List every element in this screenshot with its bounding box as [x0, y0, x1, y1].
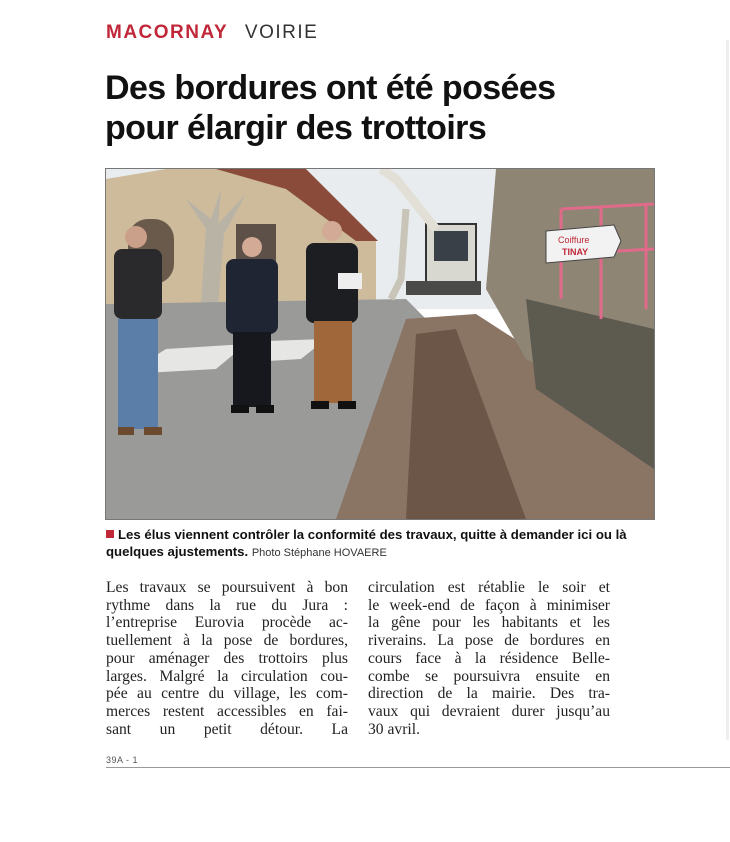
text-line: rythme dans la rue du Jura : [106, 596, 348, 614]
kicker-place: MACORNAY [106, 22, 229, 43]
photo-illustration [106, 169, 654, 519]
article-column-2 [368, 579, 610, 738]
text-line: pée au centre du village, les com- [106, 685, 348, 703]
text-line: tuellement à la pose de bordures, [106, 632, 348, 650]
caption-text: Les élus viennent contrôler la conformité des travaux, quitte à demander ici ou là quelques ajustements. [106, 527, 627, 559]
article-column-1 [106, 579, 348, 738]
sign-text-line: TINAY [562, 247, 589, 257]
text-line: circulation est rétablie le soir et [368, 579, 610, 596]
text-line: cours face à la résidence Belle- [368, 649, 610, 667]
text-line: larges. Malgré la circulation cou- [106, 667, 348, 685]
headline-line: Des bordures ont été posées [105, 69, 556, 107]
headline-line: pour élargir des trottoirs [105, 109, 487, 147]
text-line: pour aménager des trottoirs plus [106, 649, 348, 667]
headline [105, 68, 705, 148]
text-line: la gêne pour les habitants et les [368, 614, 610, 632]
text-line: riverains. La pose de bordures en [368, 632, 610, 650]
text-line: 30 avril. [368, 720, 420, 738]
text-line: vaux qui devraient durer jusqu’au [368, 702, 610, 720]
text-line: merces restent accessibles en fai- [106, 702, 348, 720]
text-line: combe se poursuivra ensuite en [368, 667, 610, 685]
page-edge-mark [726, 40, 729, 740]
sign-text-line: Coiffure [558, 235, 590, 245]
footer-rule [106, 767, 730, 768]
page-folio: 39A - 1 [106, 755, 139, 765]
photo-person-2 [226, 237, 278, 413]
text-line: Les travaux se poursuivent à bon [106, 579, 348, 596]
kicker [106, 22, 318, 44]
caption-marker [106, 530, 114, 538]
text-line: le week-end de façon à minimiser [368, 596, 610, 614]
text-line: sant un petit détour. La [106, 720, 348, 738]
text-line: l’entreprise Eurovia procède ac- [106, 614, 348, 632]
kicker-section: VOIRIE [244, 22, 319, 43]
photo-credit: Photo Stéphane HOVAERE [251, 547, 387, 559]
photo-shop-sign [546, 225, 621, 263]
article-photo [105, 168, 655, 520]
photo-caption [106, 526, 666, 562]
photo-person-1 [114, 226, 162, 435]
text-line: direction de la mairie. Des tra- [368, 685, 610, 703]
